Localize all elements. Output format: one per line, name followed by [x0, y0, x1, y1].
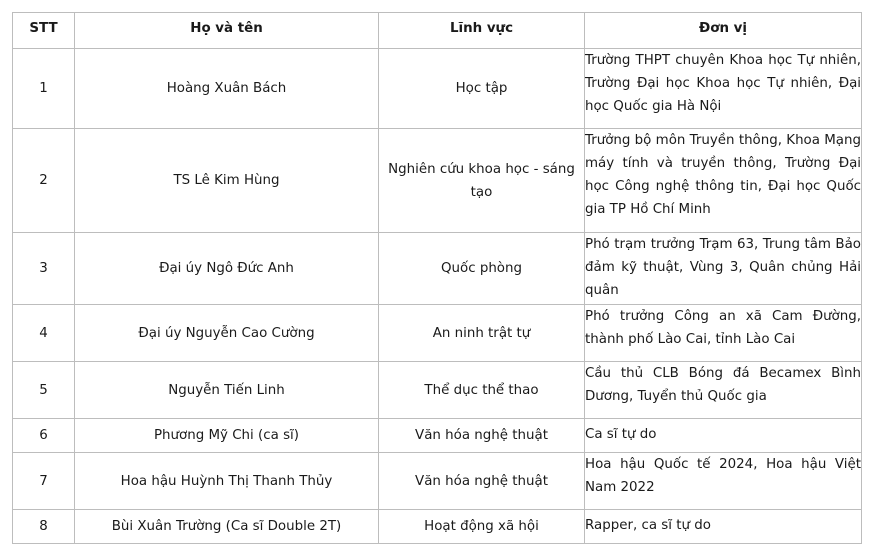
row-field: Học tập — [379, 49, 585, 129]
row-field: Thể dục thể thao — [379, 362, 585, 419]
table-header — [13, 13, 862, 49]
row-stt: 3 — [13, 233, 75, 305]
table-body — [13, 49, 862, 544]
row-name: Hoàng Xuân Bách — [75, 49, 379, 129]
row-stt: 2 — [13, 129, 75, 233]
row-field: Nghiên cứu khoa học - sáng tạo — [379, 129, 585, 233]
row-name: TS Lê Kim Hùng — [75, 129, 379, 233]
row-stt: 5 — [13, 362, 75, 419]
table-row — [13, 305, 862, 362]
row-name: Đại úy Nguyễn Cao Cường — [75, 305, 379, 362]
header-stt: STT — [13, 13, 75, 49]
row-stt: 8 — [13, 510, 75, 544]
row-field: Văn hóa nghệ thuật — [379, 453, 585, 510]
row-unit: Phó trạm trưởng Trạm 63, Trung tâm Bảo đảm kỹ thuật, Vùng 3, Quân chủng Hải quân — [585, 233, 862, 305]
row-stt: 7 — [13, 453, 75, 510]
row-name: Đại úy Ngô Đức Anh — [75, 233, 379, 305]
row-unit: Cầu thủ CLB Bóng đá Becamex Bình Dương, Tuyển thủ Quốc gia — [585, 362, 862, 419]
row-unit: Phó trưởng Công an xã Cam Đường, thành phố Lào Cai, tỉnh Lào Cai — [585, 305, 862, 362]
row-name: Nguyễn Tiến Linh — [75, 362, 379, 419]
header-name: Họ và tên — [75, 13, 379, 49]
row-unit: Ca sĩ tự do — [585, 419, 862, 453]
row-field: Quốc phòng — [379, 233, 585, 305]
table-row — [13, 362, 862, 419]
row-field: Hoạt động xã hội — [379, 510, 585, 544]
table-row — [13, 129, 862, 233]
row-name: Bùi Xuân Trường (Ca sĩ Double 2T) — [75, 510, 379, 544]
header-unit: Đơn vị — [585, 13, 862, 49]
row-stt: 4 — [13, 305, 75, 362]
honorees-table — [12, 12, 862, 544]
table-row — [13, 419, 862, 453]
row-unit: Rapper, ca sĩ tự do — [585, 510, 862, 544]
table-row — [13, 49, 862, 129]
table-row — [13, 510, 862, 544]
row-stt: 1 — [13, 49, 75, 129]
row-unit: Hoa hậu Quốc tế 2024, Hoa hậu Việt Nam 2022 — [585, 453, 862, 510]
row-name: Hoa hậu Huỳnh Thị Thanh Thủy — [75, 453, 379, 510]
row-field: An ninh trật tự — [379, 305, 585, 362]
table-row — [13, 453, 862, 510]
header-row — [13, 13, 862, 49]
row-field: Văn hóa nghệ thuật — [379, 419, 585, 453]
row-unit: Trường THPT chuyên Khoa học Tự nhiên, Trường Đại học Khoa học Tự nhiên, Đại học Quốc gia Hà Nội — [585, 49, 862, 129]
row-name: Phương Mỹ Chi (ca sĩ) — [75, 419, 379, 453]
table-row — [13, 233, 862, 305]
row-unit: Trưởng bộ môn Truyền thông, Khoa Mạng máy tính và truyền thông, Trường Đại học Công nghệ thông tin, Đại học Quốc gia TP Hồ Chí Minh — [585, 129, 862, 233]
row-stt: 6 — [13, 419, 75, 453]
header-field: Lĩnh vực — [379, 13, 585, 49]
